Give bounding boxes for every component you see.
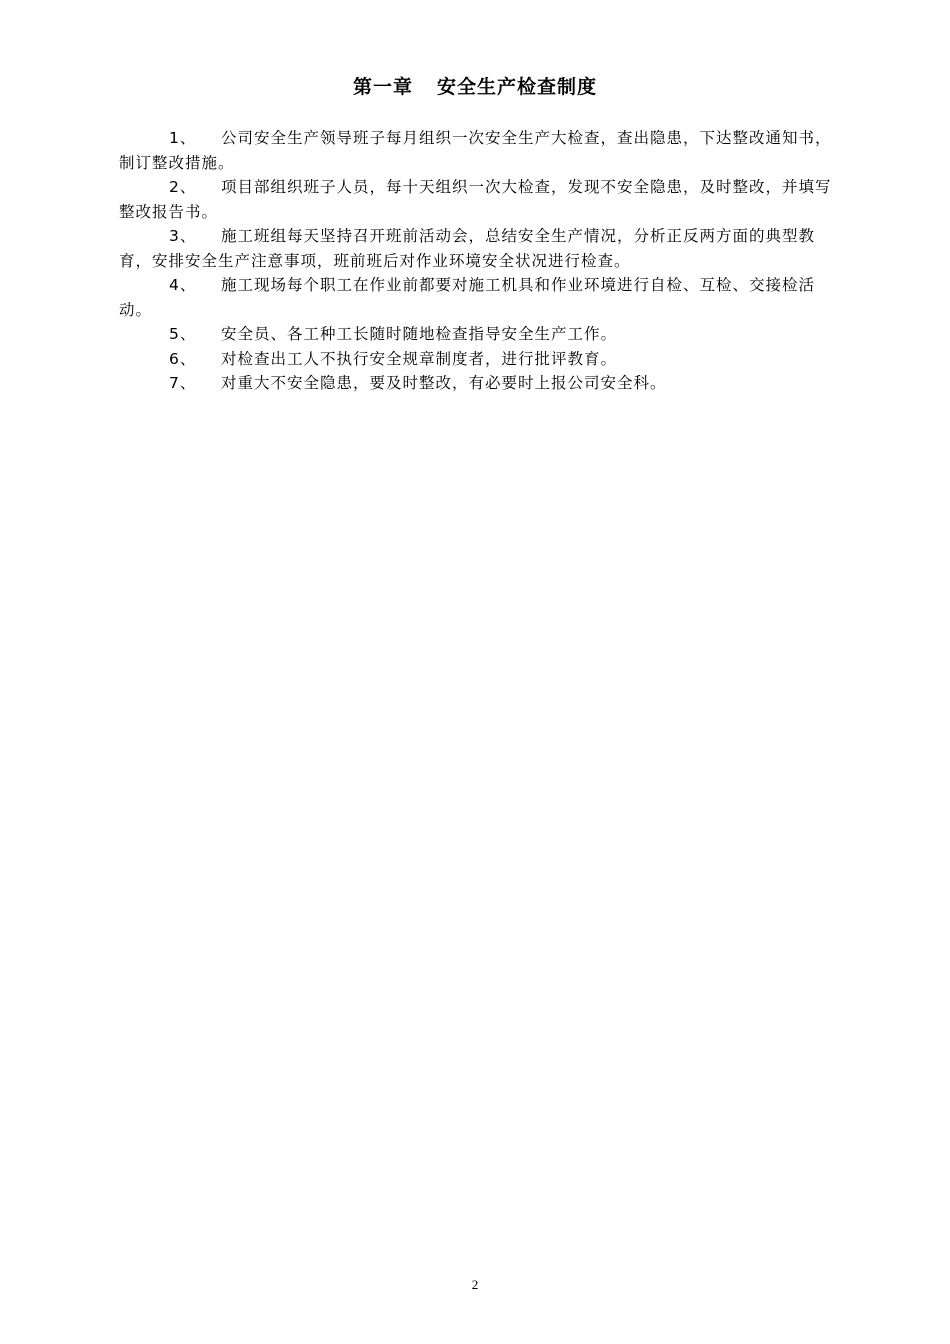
item-text: 施工现场每个职工在作业前都要对施工机具和作业环境进行自检、互检、交接检活动。 xyxy=(119,276,816,319)
item-number: 4、 xyxy=(169,276,197,294)
list-item xyxy=(119,126,833,175)
list-item xyxy=(119,347,833,372)
item-number: 7、 xyxy=(169,374,197,392)
item-text: 对检查出工人不执行安全规章制度者，进行批评教育。 xyxy=(221,349,618,368)
chapter-number: 第一章 xyxy=(352,76,413,98)
item-text: 安全员、各工种工长随时随地检查指导安全生产工作。 xyxy=(221,325,618,343)
item-number: 2、 xyxy=(169,178,197,196)
item-number: 6、 xyxy=(169,349,197,368)
list-item xyxy=(119,371,833,396)
list-item xyxy=(119,224,833,273)
item-number: 1、 xyxy=(169,129,197,147)
item-number: 3、 xyxy=(169,227,197,245)
list-item xyxy=(119,175,833,224)
chapter-name: 安全生产检查制度 xyxy=(437,76,598,98)
item-text: 施工班组每天坚持召开班前活动会，总结安全生产情况，分析正反两方面的典型教育，安排安全生产注意事项，班前班后对作业环境安全状况进行检查。 xyxy=(119,227,816,270)
item-text: 公司安全生产领导班子每月组织一次安全生产大检查，查出隐患，下达整改通知书，制订整改措施。 xyxy=(119,129,832,172)
item-number: 5、 xyxy=(169,325,197,343)
chapter-title xyxy=(0,74,950,100)
page-number: 2 xyxy=(471,1277,479,1292)
list-item xyxy=(119,322,833,347)
item-text: 对重大不安全隐患，要及时整改，有必要时上报公司安全科。 xyxy=(221,374,667,392)
regulation-list xyxy=(119,126,833,396)
list-item xyxy=(119,273,833,322)
item-text: 项目部组织班子人员，每十天组织一次大检查，发现不安全隐患，及时整改，并填写整改报告书。 xyxy=(119,178,832,221)
